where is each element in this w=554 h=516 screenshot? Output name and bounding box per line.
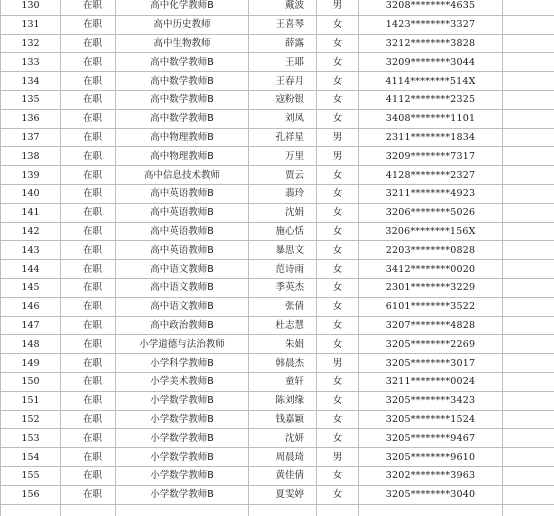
table-row [1,34,554,53]
blank-cell [503,466,554,485]
blank-cell [503,504,554,516]
gender-cell: 女 [317,410,359,429]
employment-status-cell: 在职 [61,53,116,72]
employment-status-cell: 在职 [61,372,116,391]
employment-status-cell: 在职 [61,466,116,485]
id-number-cell: 4114********514X [359,72,503,91]
gender-cell: 女 [317,241,359,260]
gender-cell: 女 [317,316,359,335]
row-number-cell: 156 [1,485,61,504]
employment-status-cell: 在职 [61,222,116,241]
person-name-cell: 万里 [249,147,317,166]
employment-status-cell: 在职 [61,448,116,467]
gender-cell: 男 [317,448,359,467]
blank-cell [503,203,554,222]
table-row [1,222,554,241]
employment-status-cell: 在职 [61,34,116,53]
blank-cell [503,485,554,504]
row-number-cell: 136 [1,109,61,128]
gender-cell: 女 [317,297,359,316]
table-row [1,90,554,109]
id-number-cell: 2203********0828 [359,241,503,260]
person-name-cell: 薛露 [249,34,317,53]
person-name-cell: 王耶 [249,53,317,72]
employment-status-cell: 在职 [61,354,116,373]
id-number-cell: 3202********3963 [359,466,503,485]
id-number-cell: 3208********4635 [359,0,503,15]
id-number-cell: 3205********2269 [359,335,503,354]
post-title-cell: 高中数学教师B [116,90,249,109]
table-row [1,278,554,297]
table-row [1,15,554,34]
post-title-cell: 高中英语教师B [116,203,249,222]
blank-cell [503,391,554,410]
post-title-cell: 高中物理教师B [116,147,249,166]
row-number-cell: 148 [1,335,61,354]
post-title-cell: 小学科学教师B [116,354,249,373]
employment-status-cell: 在职 [61,90,116,109]
id-number-cell [359,504,503,516]
gender-cell: 女 [317,109,359,128]
row-number-cell: 150 [1,372,61,391]
post-title-cell: 高中英语教师B [116,222,249,241]
employment-status-cell: 在职 [61,241,116,260]
person-name-cell: 施心恬 [249,222,317,241]
blank-cell [503,297,554,316]
table-row [1,0,554,15]
post-title-cell: 小学数学教师B [116,429,249,448]
table-row [1,166,554,185]
row-number-cell: 135 [1,90,61,109]
post-title-cell [116,504,249,516]
roster-body [1,0,554,516]
blank-cell [503,260,554,279]
row-number-cell: 140 [1,184,61,203]
id-number-cell: 3205********9467 [359,429,503,448]
post-title-cell: 小学数学教师B [116,466,249,485]
post-title-cell: 高中数学教师B [116,53,249,72]
id-number-cell: 3212********3828 [359,34,503,53]
gender-cell: 男 [317,0,359,15]
id-number-cell: 4112********2325 [359,90,503,109]
row-number-cell: 130 [1,0,61,15]
person-name-cell: 暴思文 [249,241,317,260]
employment-status-cell: 在职 [61,391,116,410]
gender-cell: 女 [317,429,359,448]
person-name-cell: 朱娟 [249,335,317,354]
person-name-cell [249,504,317,516]
employment-status-cell: 在职 [61,128,116,147]
table-row [1,147,554,166]
employment-status-cell: 在职 [61,410,116,429]
post-title-cell: 高中语文教师B [116,278,249,297]
blank-cell [503,147,554,166]
row-number-cell: 138 [1,147,61,166]
row-number-cell: 139 [1,166,61,185]
person-name-cell: 黄佳倩 [249,466,317,485]
blank-cell [503,278,554,297]
id-number-cell: 3211********0024 [359,372,503,391]
table-row [1,109,554,128]
person-name-cell: 季英杰 [249,278,317,297]
id-number-cell: 3206********5026 [359,203,503,222]
gender-cell: 女 [317,335,359,354]
blank-cell [503,166,554,185]
blank-cell [503,34,554,53]
table-row [1,429,554,448]
employment-status-cell: 在职 [61,485,116,504]
row-number-cell: 132 [1,34,61,53]
post-title-cell: 高中信息技术教师 [116,166,249,185]
employment-status-cell: 在职 [61,15,116,34]
blank-cell [503,354,554,373]
id-number-cell: 2301********3229 [359,278,503,297]
person-name-cell: 钱嘉颖 [249,410,317,429]
table-row [1,391,554,410]
id-number-cell: 3205********1524 [359,410,503,429]
blank-cell [503,335,554,354]
row-number-cell: 151 [1,391,61,410]
post-title-cell: 高中英语教师B [116,184,249,203]
row-number-cell: 143 [1,241,61,260]
post-title-cell: 高中数学教师B [116,109,249,128]
gender-cell: 女 [317,485,359,504]
table-row [1,203,554,222]
post-title-cell: 高中语文教师B [116,260,249,279]
blank-cell [503,0,554,15]
gender-cell: 女 [317,53,359,72]
id-number-cell: 6101********3522 [359,297,503,316]
blank-cell [503,316,554,335]
gender-cell: 男 [317,147,359,166]
gender-cell: 男 [317,128,359,147]
person-name-cell: 周晨琦 [249,448,317,467]
id-number-cell: 3211********4923 [359,184,503,203]
post-title-cell: 高中数学教师B [116,72,249,91]
employment-status-cell: 在职 [61,147,116,166]
post-title-cell: 高中生物教师 [116,34,249,53]
gender-cell: 女 [317,184,359,203]
post-title-cell: 小学数学教师B [116,410,249,429]
table-row [1,260,554,279]
id-number-cell: 3206********156X [359,222,503,241]
blank-cell [503,448,554,467]
table-row [1,297,554,316]
gender-cell: 女 [317,203,359,222]
blank-cell [503,372,554,391]
table-row [1,316,554,335]
blank-cell [503,241,554,260]
post-title-cell: 小学美术教师B [116,372,249,391]
table-row [1,241,554,260]
blank-cell [503,15,554,34]
person-name-cell: 寇粉银 [249,90,317,109]
table-row [1,504,554,516]
row-number-cell: 155 [1,466,61,485]
employment-status-cell: 在职 [61,203,116,222]
row-number-cell: 144 [1,260,61,279]
id-number-cell: 3209********7317 [359,147,503,166]
row-number-cell: 146 [1,297,61,316]
person-name-cell: 翡玲 [249,184,317,203]
blank-cell [503,429,554,448]
employment-status-cell: 在职 [61,335,116,354]
person-name-cell: 韩晨杰 [249,354,317,373]
gender-cell: 女 [317,34,359,53]
id-number-cell: 3205********3423 [359,391,503,410]
person-name-cell: 夏雯婷 [249,485,317,504]
employment-status-cell: 在职 [61,278,116,297]
id-number-cell: 3207********4828 [359,316,503,335]
gender-cell: 女 [317,72,359,91]
post-title-cell: 小学数学教师B [116,485,249,504]
row-number-cell [1,504,61,516]
person-name-cell: 戴波 [249,0,317,15]
person-name-cell: 孔祥星 [249,128,317,147]
row-number-cell: 131 [1,15,61,34]
employment-status-cell: 在职 [61,0,116,15]
id-number-cell: 4128********2327 [359,166,503,185]
post-title-cell: 高中历史教师 [116,15,249,34]
gender-cell: 女 [317,372,359,391]
post-title-cell: 高中语文教师B [116,297,249,316]
post-title-cell: 小学数学教师B [116,448,249,467]
employment-status-cell [61,504,116,516]
id-number-cell: 3205********3017 [359,354,503,373]
blank-cell [503,128,554,147]
blank-cell [503,90,554,109]
gender-cell: 女 [317,466,359,485]
table-row [1,485,554,504]
table-row [1,335,554,354]
gender-cell: 女 [317,222,359,241]
person-name-cell: 陈刘缘 [249,391,317,410]
post-title-cell: 小学数学教师B [116,391,249,410]
blank-cell [503,72,554,91]
row-number-cell: 149 [1,354,61,373]
row-number-cell: 141 [1,203,61,222]
post-title-cell: 高中化学教师B [116,0,249,15]
row-number-cell: 154 [1,448,61,467]
id-number-cell: 3209********3044 [359,53,503,72]
table-row [1,53,554,72]
person-name-cell: 王喜琴 [249,15,317,34]
person-name-cell: 童轩 [249,372,317,391]
gender-cell: 女 [317,15,359,34]
employment-status-cell: 在职 [61,109,116,128]
table-row [1,184,554,203]
post-title-cell: 高中政治教师B [116,316,249,335]
id-number-cell: 3412********0020 [359,260,503,279]
employment-status-cell: 在职 [61,184,116,203]
row-number-cell: 145 [1,278,61,297]
employment-status-cell: 在职 [61,166,116,185]
post-title-cell: 小学道德与法治教师 [116,335,249,354]
person-name-cell: 刘凤 [249,109,317,128]
gender-cell: 女 [317,166,359,185]
person-name-cell: 沈娟 [249,203,317,222]
person-name-cell: 范诗雨 [249,260,317,279]
blank-cell [503,410,554,429]
row-number-cell: 153 [1,429,61,448]
employment-status-cell: 在职 [61,316,116,335]
employment-status-cell: 在职 [61,429,116,448]
id-number-cell: 1423********3327 [359,15,503,34]
person-name-cell: 杜志慧 [249,316,317,335]
table-row [1,72,554,91]
id-number-cell: 3408********1101 [359,109,503,128]
table-row [1,354,554,373]
row-number-cell: 147 [1,316,61,335]
post-title-cell: 高中英语教师B [116,241,249,260]
gender-cell: 女 [317,90,359,109]
row-number-cell: 133 [1,53,61,72]
row-number-cell: 152 [1,410,61,429]
gender-cell: 女 [317,278,359,297]
gender-cell [317,504,359,516]
row-number-cell: 142 [1,222,61,241]
employment-status-cell: 在职 [61,260,116,279]
id-number-cell: 3205********3040 [359,485,503,504]
employment-status-cell: 在职 [61,72,116,91]
row-number-cell: 137 [1,128,61,147]
blank-cell [503,109,554,128]
person-name-cell: 贾云 [249,166,317,185]
table-row [1,410,554,429]
gender-cell: 女 [317,260,359,279]
id-number-cell: 2311********1834 [359,128,503,147]
row-number-cell: 134 [1,72,61,91]
table-row [1,128,554,147]
table-row [1,448,554,467]
table-row [1,372,554,391]
employment-status-cell: 在职 [61,297,116,316]
person-name-cell: 沈妍 [249,429,317,448]
gender-cell: 男 [317,354,359,373]
blank-cell [503,184,554,203]
person-name-cell: 王春月 [249,72,317,91]
blank-cell [503,222,554,241]
gender-cell: 女 [317,391,359,410]
blank-cell [503,53,554,72]
table-row [1,466,554,485]
post-title-cell: 高中物理教师B [116,128,249,147]
id-number-cell: 3205********9610 [359,448,503,467]
person-name-cell: 张倩 [249,297,317,316]
